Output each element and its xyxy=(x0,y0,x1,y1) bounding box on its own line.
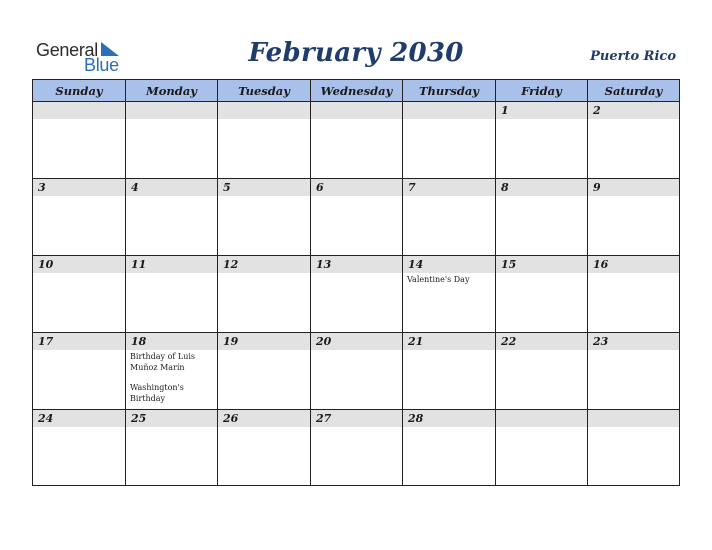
weekday-header-row xyxy=(33,80,679,102)
day-cell-28 xyxy=(403,410,496,485)
week-row xyxy=(33,410,679,485)
day-cell-26 xyxy=(218,410,311,485)
day-cell-2 xyxy=(588,102,679,178)
weekday-saturday: Saturday xyxy=(604,84,663,98)
day-number: 15 xyxy=(501,258,517,271)
day-number: 3 xyxy=(38,181,46,194)
day-cell-1 xyxy=(496,102,588,178)
day-number: 1 xyxy=(501,104,509,117)
day-number: 4 xyxy=(131,181,139,194)
day-cell-5 xyxy=(218,179,311,255)
day-number-band xyxy=(496,410,587,427)
day-cell-12 xyxy=(218,256,311,332)
holiday-list xyxy=(407,275,493,296)
day-number: 17 xyxy=(38,335,54,348)
day-number: 27 xyxy=(316,412,332,425)
day-cell-3 xyxy=(33,179,126,255)
week-row xyxy=(33,333,679,410)
day-number: 11 xyxy=(131,258,147,271)
day-number: 10 xyxy=(38,258,54,271)
day-number: 14 xyxy=(408,258,424,271)
day-number: 21 xyxy=(408,335,424,348)
weekday-friday: Friday xyxy=(496,80,588,101)
holiday-list xyxy=(130,352,215,414)
day-number: 7 xyxy=(408,181,416,194)
day-cell-9 xyxy=(588,179,679,255)
weekday-thursday: Thursday xyxy=(403,80,496,101)
day-cell-10 xyxy=(33,256,126,332)
day-number-band xyxy=(496,102,587,119)
day-cell-16 xyxy=(588,256,679,332)
holiday-event: Birthday of Luis Muñoz Marín xyxy=(130,352,196,372)
logo-text-blue: Blue xyxy=(84,55,119,75)
day-number: 8 xyxy=(501,181,509,194)
day-cell-14 xyxy=(403,256,496,332)
day-number: 19 xyxy=(223,335,239,348)
day-number-band xyxy=(496,179,587,196)
day-number: 9 xyxy=(593,181,601,194)
day-cell-18 xyxy=(126,333,218,409)
day-number: 2 xyxy=(593,104,601,117)
day-cell-6 xyxy=(311,179,403,255)
day-cell-27 xyxy=(311,410,403,485)
empty-day-cell xyxy=(311,102,403,178)
logo-text-general: General xyxy=(36,40,98,60)
day-number: 22 xyxy=(501,335,517,348)
day-cell-20 xyxy=(311,333,403,409)
day-cell-25 xyxy=(126,410,218,485)
day-cell-21 xyxy=(403,333,496,409)
holiday-event: Washington's Birthday xyxy=(130,383,184,403)
day-cell-8 xyxy=(496,179,588,255)
week-row xyxy=(33,102,679,179)
day-number-band xyxy=(126,102,217,119)
day-number-band xyxy=(33,179,125,196)
country-label: Puerto Rico xyxy=(590,49,676,64)
day-number: 5 xyxy=(223,181,231,194)
empty-day-cell xyxy=(126,102,218,178)
empty-day-cell xyxy=(403,102,496,178)
day-number-band xyxy=(126,179,217,196)
day-number: 25 xyxy=(131,412,147,425)
day-cell-23 xyxy=(588,333,679,409)
day-cell-11 xyxy=(126,256,218,332)
weekday-tuesday: Tuesday xyxy=(218,80,311,101)
calendar-grid xyxy=(32,79,680,486)
calendar-title: February 2030 xyxy=(248,38,464,68)
week-row xyxy=(33,179,679,256)
day-cell-15 xyxy=(496,256,588,332)
day-number-band xyxy=(588,102,679,119)
day-number-band xyxy=(33,102,125,119)
day-cell-24 xyxy=(33,410,126,485)
day-number: 28 xyxy=(408,412,424,425)
holiday-event: Valentine's Day xyxy=(407,275,470,284)
week-row xyxy=(33,256,679,333)
day-cell-13 xyxy=(311,256,403,332)
day-number: 18 xyxy=(131,335,147,348)
day-number: 20 xyxy=(316,335,332,348)
day-cell-7 xyxy=(403,179,496,255)
day-number: 24 xyxy=(38,412,54,425)
day-number-band xyxy=(218,179,310,196)
day-number: 6 xyxy=(316,181,324,194)
empty-day-cell xyxy=(588,410,679,485)
day-number-band xyxy=(588,179,679,196)
day-number: 12 xyxy=(223,258,239,271)
day-number-band xyxy=(311,179,402,196)
day-cell-4 xyxy=(126,179,218,255)
weekday-monday: Monday xyxy=(126,80,218,101)
empty-day-cell xyxy=(496,410,588,485)
empty-day-cell xyxy=(33,102,126,178)
day-number-band xyxy=(311,102,402,119)
day-number: 26 xyxy=(223,412,239,425)
day-number-band xyxy=(588,410,679,427)
weekday-wednesday: Wednesday xyxy=(311,80,403,101)
day-cell-22 xyxy=(496,333,588,409)
day-number: 13 xyxy=(316,258,332,271)
day-cell-17 xyxy=(33,333,126,409)
day-number-band xyxy=(403,102,495,119)
empty-day-cell xyxy=(218,102,311,178)
day-cell-19 xyxy=(218,333,311,409)
day-number-band xyxy=(218,102,310,119)
day-number: 16 xyxy=(593,258,609,271)
day-number-band xyxy=(403,179,495,196)
day-number: 23 xyxy=(593,335,609,348)
weekday-sunday: Sunday xyxy=(33,80,126,101)
